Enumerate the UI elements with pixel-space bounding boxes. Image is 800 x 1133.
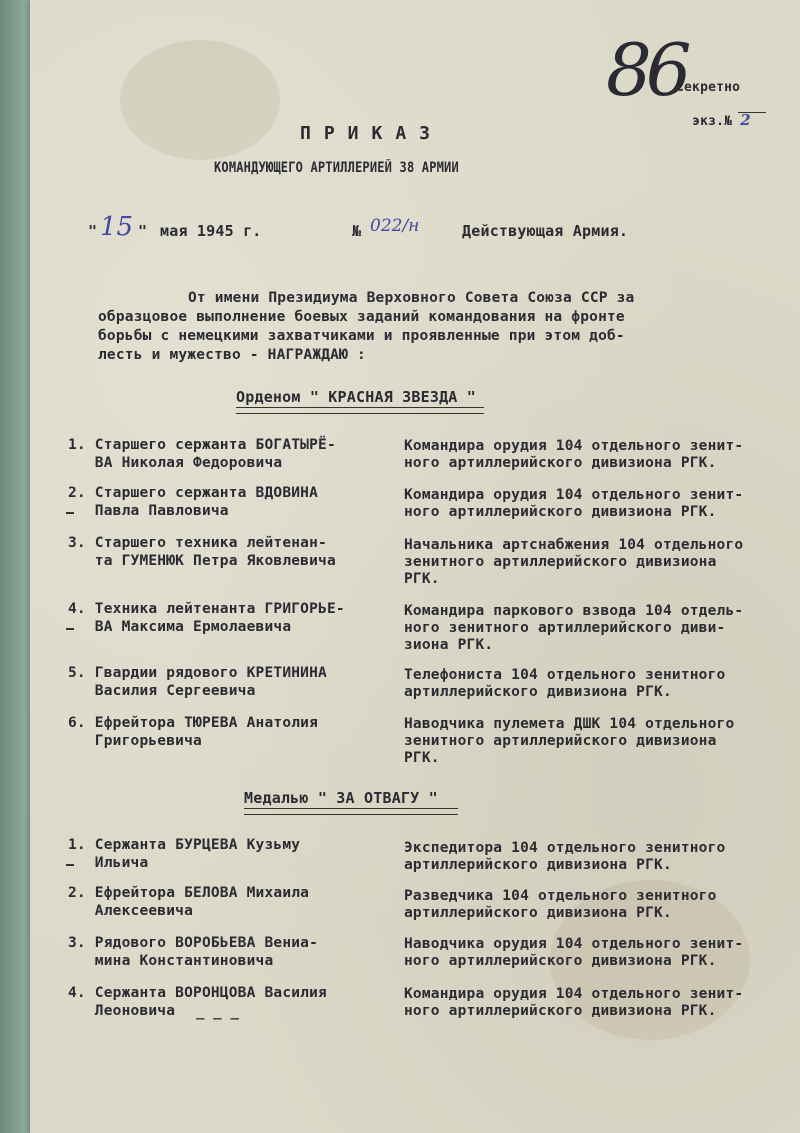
copy-number: 2 bbox=[740, 111, 751, 129]
recipient-position: Разведчика 104 отдельного зенитного bbox=[404, 888, 717, 904]
recipient-position: Экспедитора 104 отдельного зенитного bbox=[404, 840, 726, 856]
handwritten-page-number: 86 bbox=[606, 28, 686, 112]
margin-dash bbox=[66, 512, 74, 514]
recipient-name: Леоновича bbox=[68, 1003, 176, 1019]
recipient-name: Ильича bbox=[68, 855, 149, 871]
preamble-line: борьбы с немецкими захватчиками и проявленные при этом доб- bbox=[98, 328, 625, 344]
recipient-position: ного артиллерийского дивизиона РГК. bbox=[404, 953, 717, 969]
margin-dash bbox=[66, 628, 74, 630]
recipient-name: 3. Старшего техника лейтенан- bbox=[68, 535, 327, 551]
recipient-position: Наводчика пулемета ДШК 104 отдельного bbox=[404, 716, 735, 732]
recipient-position: ного зенитного артиллерийского диви- bbox=[404, 620, 726, 636]
recipient-name: ВА Николая Федоровича bbox=[68, 455, 283, 471]
recipient-position: зиона РГК. bbox=[404, 637, 494, 653]
trailing-dots: _ _ _ bbox=[196, 1004, 240, 1020]
recipient-position: ного артиллерийского дивизиона РГК. bbox=[404, 1003, 717, 1019]
recipient-position: Командира орудия 104 отдельного зенит- bbox=[404, 487, 744, 503]
army-place: Действующая Армия. bbox=[462, 222, 629, 240]
recipient-position: артиллерийского дивизиона РГК. bbox=[404, 857, 672, 873]
document-title: ПРИКАЗ bbox=[300, 123, 444, 144]
recipient-position: ного артиллерийского дивизиона РГК. bbox=[404, 504, 717, 520]
preamble-line: лесть и мужество - НАГРАЖДАЮ : bbox=[98, 347, 366, 363]
recipient-name: 2. Старшего сержанта ВДОВИНА bbox=[68, 485, 319, 501]
recipient-name: 2. Ефрейтора БЕЛОВА Михаила bbox=[68, 885, 310, 901]
recipient-name: мина Константиновича bbox=[68, 953, 274, 969]
date-quote-close: " bbox=[138, 222, 148, 240]
heading-double-underline bbox=[236, 407, 484, 414]
paper-stain bbox=[120, 40, 280, 160]
recipient-name: 4. Сержанта ВОРОНЦОВА Василия bbox=[68, 985, 327, 1001]
binding-strip bbox=[0, 0, 34, 1133]
order-number: 022/н bbox=[370, 216, 420, 236]
date-day: 15 bbox=[100, 212, 134, 242]
recipient-position: Наводчика орудия 104 отдельного зенит- bbox=[404, 936, 744, 952]
recipient-position: зенитного артиллерийского дивизиона bbox=[404, 733, 717, 749]
recipient-name: Григорьевича bbox=[68, 733, 202, 749]
secret-label: Секретно bbox=[676, 80, 741, 95]
date-month-year: мая 1945 г. bbox=[160, 222, 262, 240]
section-heading-red-star: Орденом " КРАСНАЯ ЗВЕЗДА " bbox=[236, 388, 476, 406]
recipient-name: 4. Техника лейтенанта ГРИГОРЬЕ- bbox=[68, 601, 345, 617]
recipient-name: 6. Ефрейтора ТЮРЕВА Анатолия bbox=[68, 715, 319, 731]
order-number-prefix: № bbox=[352, 222, 362, 240]
recipient-position: артиллерийского дивизиона РГК. bbox=[404, 905, 672, 921]
recipient-position: артиллерийского дивизиона РГК. bbox=[404, 684, 672, 700]
recipient-name: 5. Гвардии рядового КРЕТИНИНА bbox=[68, 665, 327, 681]
recipient-position: Телефониста 104 отдельного зенитного bbox=[404, 667, 726, 683]
margin-dash bbox=[66, 864, 74, 866]
document-subtitle: КОМАНДУЮЩЕГО АРТИЛЛЕРИЕЙ 38 АРМИИ bbox=[214, 160, 459, 176]
recipient-position: РГК. bbox=[404, 571, 440, 587]
section-heading-for-courage: Медалью " ЗА ОТВАГУ " bbox=[244, 789, 438, 807]
recipient-name: Василия Сергеевича bbox=[68, 683, 256, 699]
preamble-line: От имени Президиума Верховного Совета Союза ССР за bbox=[188, 290, 635, 306]
recipient-name: та ГУМЕНЮК Петра Яковлевича bbox=[68, 553, 336, 569]
recipient-name: Павла Павловича bbox=[68, 503, 229, 519]
recipient-position: Начальника артснабжения 104 отдельного bbox=[404, 537, 744, 553]
copy-label-text: экз.№ bbox=[692, 114, 733, 129]
recipient-position: Командира орудия 104 отдельного зенит- bbox=[404, 986, 744, 1002]
recipient-position: зенитного артиллерийского дивизиона bbox=[404, 554, 717, 570]
recipient-name: 1. Старшего сержанта БОГАТЫРЁ- bbox=[68, 437, 336, 453]
copy-underline bbox=[738, 112, 766, 113]
recipient-name: 1. Сержанта БУРЦЕВА Кузьму bbox=[68, 837, 301, 853]
recipient-name: 3. Рядового ВОРОБЬЕВА Вениа- bbox=[68, 935, 319, 951]
recipient-position: ного артиллерийского дивизиона РГК. bbox=[404, 455, 717, 471]
recipient-position: РГК. bbox=[404, 750, 440, 766]
preamble-line: образцовое выполнение боевых заданий командования на фронте bbox=[98, 309, 625, 325]
recipient-position: Командира орудия 104 отдельного зенит- bbox=[404, 438, 744, 454]
recipient-position: Командира паркового взвода 104 отдель- bbox=[404, 603, 744, 619]
recipient-name: ВА Максима Ермолаевича bbox=[68, 619, 292, 635]
recipient-name: Алексеевича bbox=[68, 903, 194, 919]
heading-double-underline bbox=[244, 808, 458, 815]
date-quote-open: " bbox=[88, 222, 98, 240]
